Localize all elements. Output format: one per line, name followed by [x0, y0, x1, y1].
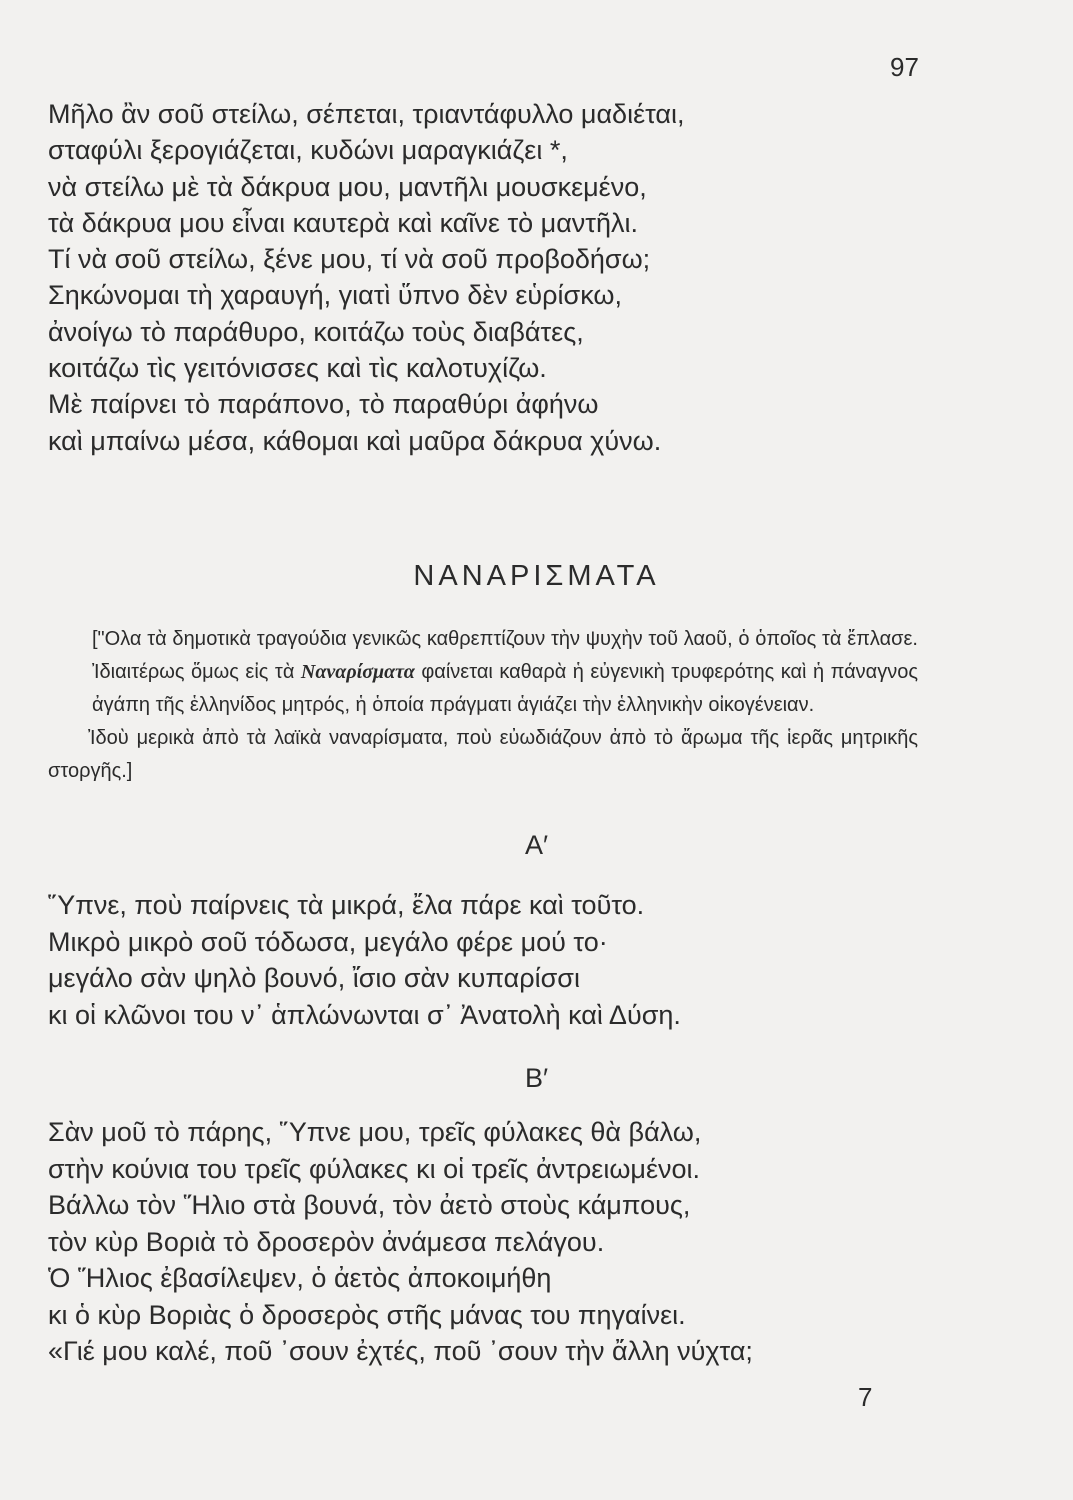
stanza-b: [48, 1114, 753, 1370]
section-b-heading: Β′: [524, 1063, 549, 1093]
poem-line: νὰ στείλω μὲ τὰ δάκρυα μου, μαντῆλι μουσκεμένο,: [48, 171, 647, 202]
intro-note: [48, 623, 918, 788]
stanza-a: [48, 887, 681, 1033]
section-a-heading: Α′: [524, 830, 549, 860]
poem: [48, 96, 685, 459]
intro-paragraph-1: [92, 623, 918, 722]
page-number: 97: [890, 52, 919, 82]
poem-line: καὶ μπαίνω μέσα, κάθομαι καὶ μαῦρα δάκρυα χύνω.: [48, 425, 662, 456]
signature-mark: 7: [858, 1382, 873, 1412]
stanza-line: Ὁ Ἥλιος ἐβασίλεψεν, ὁ ἀετὸς ἀποκοιμήθη: [48, 1263, 552, 1293]
intro-text: φαίνεται καθαρὰ ἡ εὐγενικὴ τρυφερότης καὶ ἡ πάναγνος ἀγάπη τῆς ἑλληνίδος μητρός, ἡ ὁποία πράγματι ἁγιάζει τὴν ἑλληνικὴν οἰκογένειαν.: [92, 661, 918, 716]
section-title: ΝΑΝΑΡΙΣΜΑΤΑ: [413, 560, 660, 592]
stanza-line: τὸν κὺρ Βοριὰ τὸ δροσερὸν ἀνάμεσα πελάγου.: [48, 1226, 605, 1257]
stanza-line: κι οἱ κλῶνοι του ν᾿ ἁπλώνωνται σ᾿ Ἀνατολὴ καὶ Δύση.: [48, 999, 681, 1030]
stanza-line: Σὰν μοῦ τὸ πάρης, Ὕπνε μου, τρεῖς φύλακες θὰ βάλω,: [48, 1117, 702, 1147]
poem-line: Σηκώνομαι τὴ χαραυγή, γιατὶ ὕπνο δὲν εὑρίσκω,: [48, 280, 622, 311]
stanza-line: στὴν κούνια του τρεῖς φύλακες κι οἱ τρεῖς ἀντρειωμένοι.: [48, 1153, 701, 1184]
poem-line: κοιτάζω τὶς γειτόνισσες καὶ τὶς καλοτυχίζω.: [48, 353, 547, 384]
intro-text: ["Ολα τὰ δημοτικὰ τραγούδια γενικῶς καθρεπτίζουν τὴν ψυχὴν τοῦ λαοῦ, ὁ ὁποῖος τὰ ἔπλασε. Ἰδιαιτέρως ὅμως εἰς τὰ: [92, 628, 918, 683]
intro-emphasis: Ναναρίσματα: [300, 661, 415, 683]
poem-line: ἀνοίγω τὸ παράθυρο, κοιτάζω τοὺς διαβάτες,: [48, 316, 584, 347]
stanza-line: κι ὁ κὺρ Βοριὰς ὁ δροσερὸς στῆς μάνας του πηγαίνει.: [48, 1299, 686, 1330]
poem-line: Μὲ παίρνει τὸ παράπονο, τὸ παραθύρι ἀφήνω: [48, 389, 599, 420]
stanza-line: Ὕπνε, ποὺ παίρνεις τὰ μικρά, ἔλα πάρε καὶ τοῦτο.: [48, 890, 645, 920]
stanza-line: Μικρὸ μικρὸ σοῦ τόδωσα, μεγάλο φέρε μού το·: [48, 926, 608, 957]
intro-paragraph-2: Ἰδοὺ μερικὰ ἀπὸ τὰ λαϊκὰ ναναρίσματα, ποὺ εὐωδιάζουν ἀπὸ τὸ ἄρωμα τῆς ἱερᾶς μητρικῆς στοργῆς.]: [48, 727, 918, 782]
stanza-line: Βάλλω τὸν Ἥλιο στὰ βουνά, τὸν ἀετὸ στοὺς κάμπους,: [48, 1190, 691, 1220]
poem-line: Μῆλο ἂν σοῦ στείλω, σέπεται, τριαντάφυλλο μαδιέται,: [48, 99, 685, 129]
stanza-line: «Γιέ μου καλέ, ποῦ ᾿σουν ἐχτές, ποῦ ᾿σουν τὴν ἄλλη νύχτα;: [48, 1336, 753, 1366]
poem-line: Τί νὰ σοῦ στείλω, ξένε μου, τί νὰ σοῦ προβοδήσω;: [48, 244, 651, 275]
poem-line: τὰ δάκρυα μου εἶναι καυτερὰ καὶ καῖνε τὸ μαντῆλι.: [48, 207, 638, 238]
stanza-line: μεγάλο σὰν ψηλὸ βουνό, ἴσιο σὰν κυπαρίσσι: [48, 963, 580, 993]
poem-line: σταφύλι ξερογιάζεται, κυδώνι μαραγκιάζει *,: [48, 135, 568, 166]
